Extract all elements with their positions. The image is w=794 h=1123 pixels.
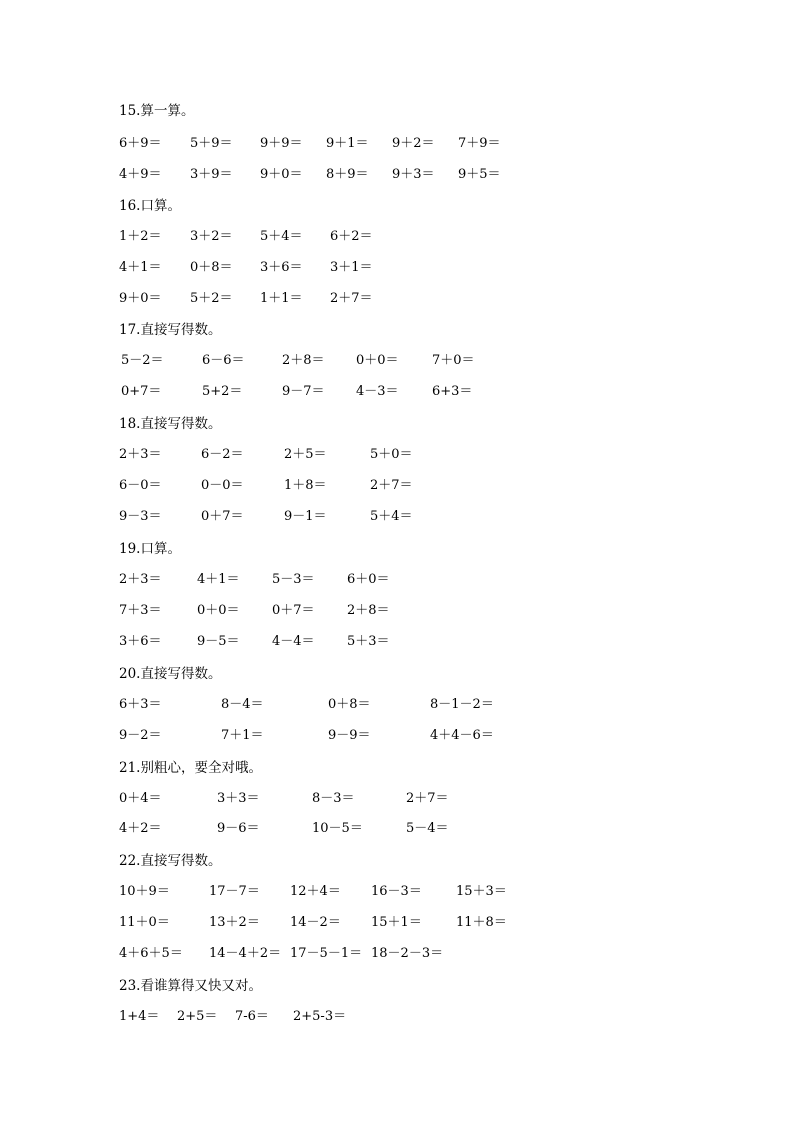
equation: 6＋0＝	[347, 572, 390, 587]
question-title	[119, 414, 221, 434]
equation: 5＋3＝	[347, 634, 390, 649]
equation: 7＋9＝	[458, 136, 501, 151]
question-title	[119, 851, 221, 871]
question-instruction: 直接写得数。	[140, 416, 222, 432]
equation-row	[119, 476, 539, 496]
equation: 2＋7＝	[406, 791, 449, 806]
equation: 0＋0＝	[356, 353, 399, 368]
equation: 9－5＝	[197, 634, 240, 649]
question-number: 15.	[119, 103, 141, 119]
equation: 6－6＝	[202, 353, 245, 368]
equation: 2＋8＝	[347, 603, 390, 618]
question-number: 19.	[119, 541, 141, 557]
equation: 9－7＝	[282, 384, 325, 399]
question-instruction: 直接写得数。	[140, 853, 222, 869]
equation-row	[119, 289, 539, 309]
equation: 6+3＝	[432, 384, 473, 399]
equation: 2＋3＝	[119, 447, 162, 462]
equation: 9＋3＝	[392, 167, 435, 182]
equation: 2＋3＝	[119, 572, 162, 587]
equation: 4＋4－6＝	[430, 728, 494, 743]
equation: 2+5＝	[177, 1009, 218, 1024]
equation: 9－9＝	[328, 728, 371, 743]
equation: 8－1－2＝	[430, 697, 494, 712]
equation: 9＋9＝	[260, 136, 303, 151]
equation-row	[119, 570, 539, 590]
equation: 2+5-3＝	[293, 1009, 347, 1024]
equation-row	[119, 445, 539, 465]
equation: 9＋5＝	[458, 167, 501, 182]
equation: 14－4＋2＝	[209, 946, 282, 961]
equation: 1+4＝	[119, 1009, 160, 1024]
equation: 0＋8＝	[190, 260, 233, 275]
equation: 5＋4＝	[370, 509, 413, 524]
equation: 9－6＝	[217, 821, 260, 836]
equation: 0+7＝	[121, 384, 162, 399]
equation-row	[119, 227, 539, 247]
equation-row	[119, 944, 539, 964]
equation: 6＋9＝	[119, 136, 162, 151]
equation-row	[119, 382, 539, 402]
equation-row	[119, 258, 539, 278]
question-number: 21.	[119, 760, 141, 776]
equation: 18－2－3＝	[371, 946, 444, 961]
equation: 5－2＝	[121, 353, 164, 368]
equation: 9＋1＝	[326, 136, 369, 151]
question-title	[119, 101, 194, 121]
equation: 6＋3＝	[119, 697, 162, 712]
equation: 2＋5＝	[284, 447, 327, 462]
equation: 9－2＝	[119, 728, 162, 743]
equation-row	[119, 882, 539, 902]
question-number: 23.	[119, 978, 141, 994]
equation: 7＋0＝	[432, 353, 475, 368]
equation: 3＋3＝	[217, 791, 260, 806]
equation: 1＋8＝	[284, 478, 327, 493]
question-instruction: 直接写得数。	[140, 666, 222, 682]
question-number: 17.	[119, 322, 141, 338]
equation: 9－3＝	[119, 509, 162, 524]
question-instruction: 直接写得数。	[140, 322, 222, 338]
equation: 9＋2＝	[392, 136, 435, 151]
equation: 4＋6＋5＝	[119, 946, 183, 961]
question-instruction: 别粗心，要全对哦。	[140, 760, 262, 776]
equation-row	[119, 632, 539, 652]
question-title	[119, 758, 262, 778]
question-title	[119, 976, 262, 996]
equation: 10－5＝	[312, 821, 363, 836]
equation: 0＋4＝	[119, 791, 162, 806]
question-title	[119, 664, 221, 684]
equation-row	[119, 726, 539, 746]
question-instruction: 看谁算得又快又对。	[140, 978, 262, 994]
equation: 3＋6＝	[119, 634, 162, 649]
question-number: 18.	[119, 416, 141, 432]
equation-row	[119, 165, 539, 185]
equation: 0＋0＝	[197, 603, 240, 618]
equation: 1＋2＝	[119, 229, 162, 244]
question-title	[119, 539, 181, 559]
equation: 17－7＝	[209, 884, 260, 899]
equation: 15＋1＝	[371, 915, 422, 930]
equation: 4＋2＝	[119, 821, 162, 836]
question-title	[119, 196, 181, 216]
equation-row	[119, 819, 539, 839]
equation: 15＋3＝	[456, 884, 507, 899]
equation: 7＋1＝	[221, 728, 264, 743]
equation: 5＋2＝	[190, 291, 233, 306]
equation: 0＋7＝	[272, 603, 315, 618]
question-title	[119, 320, 221, 340]
equation: 5－4＝	[406, 821, 449, 836]
equation: 3＋6＝	[260, 260, 303, 275]
question-number: 16.	[119, 198, 141, 214]
equation: 5＋9＝	[190, 136, 233, 151]
equation: 3＋9＝	[190, 167, 233, 182]
equation: 0＋8＝	[328, 697, 371, 712]
equation: 4－4＝	[272, 634, 315, 649]
equation: 8＋9＝	[326, 167, 369, 182]
equation-row	[119, 913, 539, 933]
equation: 2＋8＝	[282, 353, 325, 368]
equation: 16－3＝	[371, 884, 422, 899]
equation: 12＋4＝	[290, 884, 341, 899]
equation: 6－2＝	[201, 447, 244, 462]
equation: 0－0＝	[201, 478, 244, 493]
equation: 9＋0＝	[119, 291, 162, 306]
equation-row	[119, 789, 539, 809]
equation: 2＋7＝	[370, 478, 413, 493]
equation: 6－0＝	[119, 478, 162, 493]
equation: 3＋1＝	[330, 260, 373, 275]
equation-row	[119, 507, 539, 527]
equation: 4＋1＝	[197, 572, 240, 587]
equation: 9＋0＝	[260, 167, 303, 182]
question-instruction: 口算。	[140, 198, 181, 214]
equation: 1＋1＝	[260, 291, 303, 306]
equation: 5－3＝	[272, 572, 315, 587]
equation: 2＋7＝	[330, 291, 373, 306]
equation: 10＋9＝	[119, 884, 170, 899]
question-instruction: 口算。	[140, 541, 181, 557]
equation: 7-6＝	[235, 1009, 269, 1024]
question-number: 20.	[119, 666, 141, 682]
equation-row	[119, 351, 539, 371]
equation: 11＋8＝	[456, 915, 507, 930]
equation: 13＋2＝	[209, 915, 260, 930]
equation: 4＋9＝	[119, 167, 162, 182]
equation: 5＋4＝	[260, 229, 303, 244]
equation: 5+2＝	[202, 384, 243, 399]
equation-row	[119, 1007, 539, 1027]
equation: 4＋1＝	[119, 260, 162, 275]
equation: 6＋2＝	[330, 229, 373, 244]
question-number: 22.	[119, 853, 141, 869]
equation: 11＋0＝	[119, 915, 170, 930]
equation: 8－4＝	[221, 697, 264, 712]
equation-row	[119, 134, 539, 154]
equation: 7＋3＝	[119, 603, 162, 618]
equation: 14－2＝	[290, 915, 341, 930]
question-instruction: 算一算。	[140, 103, 195, 119]
equation: 9－1＝	[284, 509, 327, 524]
equation: 3＋2＝	[190, 229, 233, 244]
equation: 17－5－1＝	[290, 946, 363, 961]
equation: 5＋0＝	[370, 447, 413, 462]
equation: 8－3＝	[312, 791, 355, 806]
equation: 4－3＝	[356, 384, 399, 399]
equation: 0＋7＝	[201, 509, 244, 524]
equation-row	[119, 695, 539, 715]
equation-row	[119, 601, 539, 621]
